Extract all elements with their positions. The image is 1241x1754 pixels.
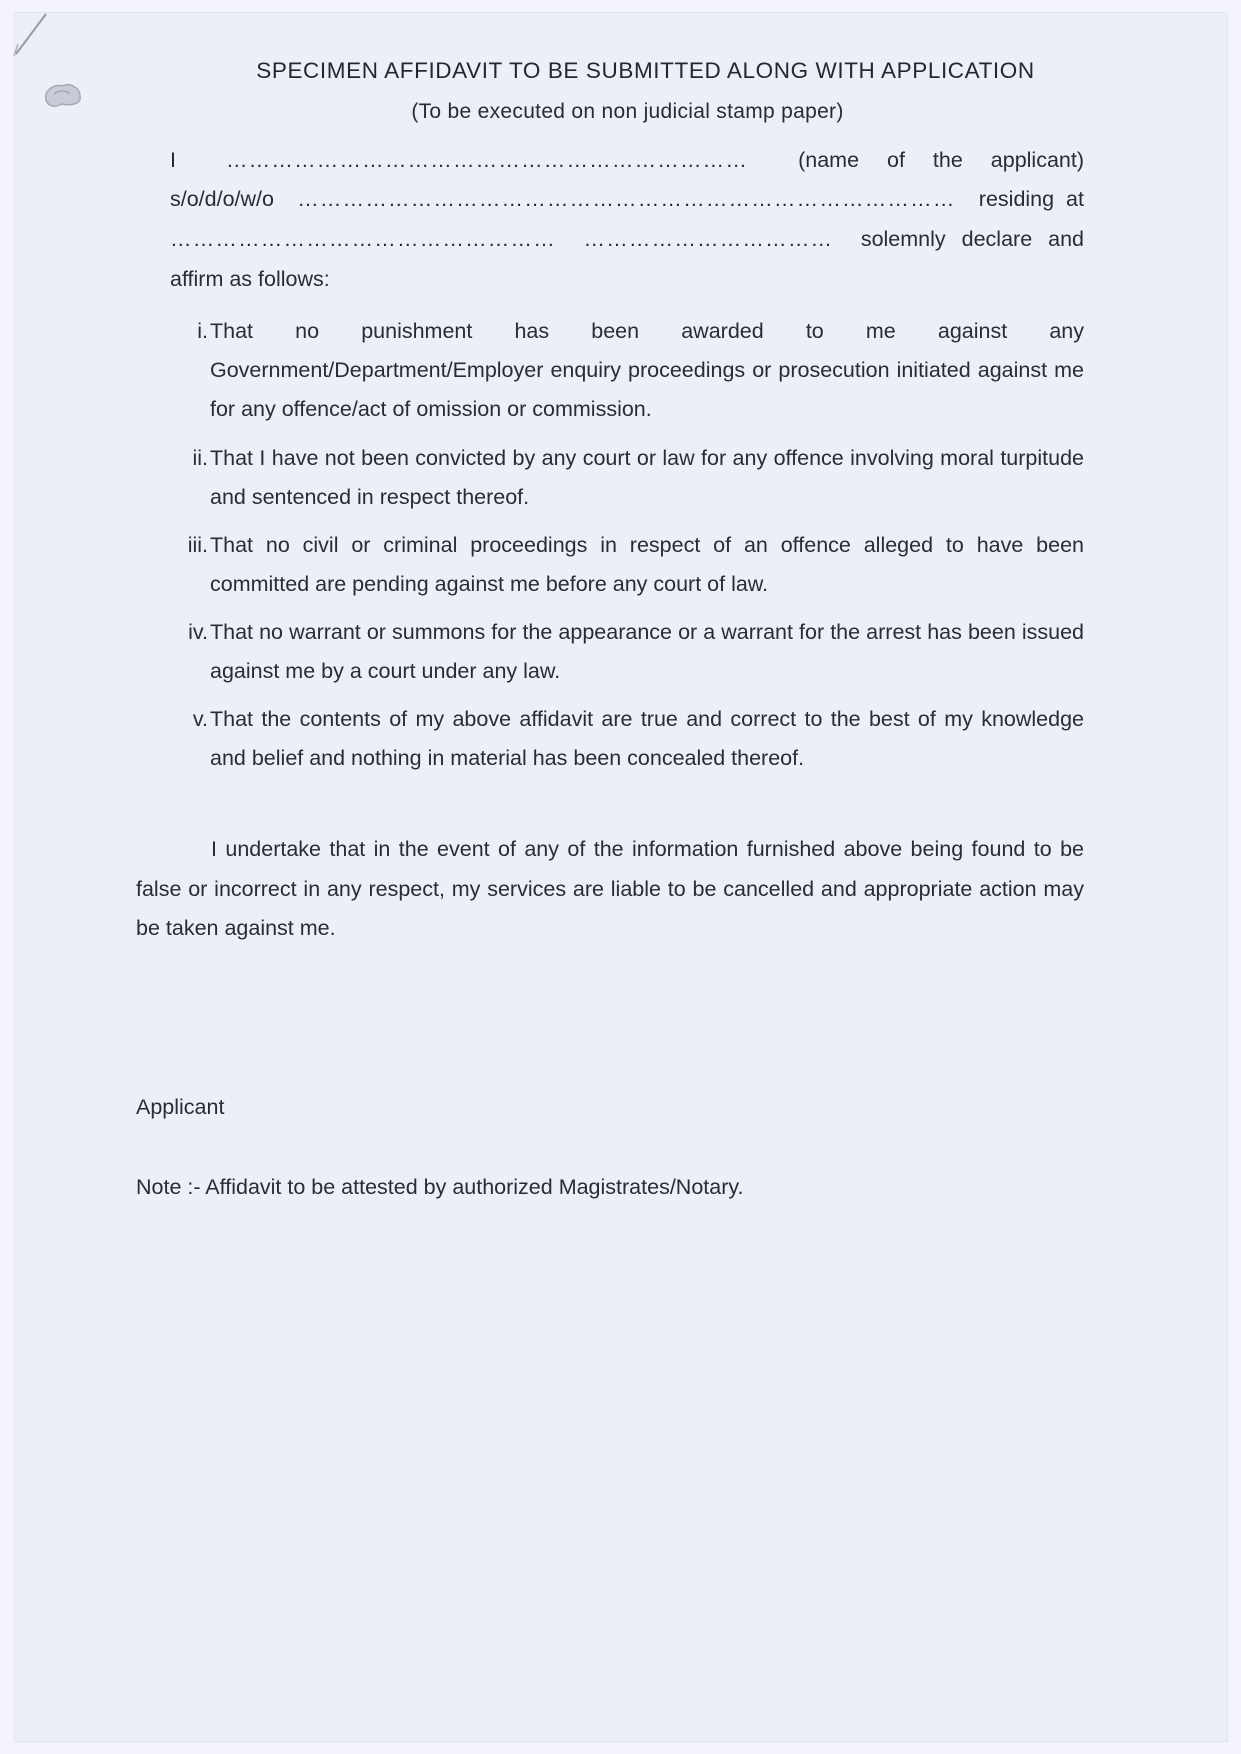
item-number: v.	[192, 707, 208, 731]
item-number: iii.	[187, 533, 208, 557]
relation-blank: ……………………………………………………………………………	[297, 187, 956, 211]
address-blank-1: ……………………………………………	[170, 227, 556, 251]
item-number: i.	[197, 319, 208, 343]
list-item	[170, 439, 1084, 517]
declaration-line-name	[170, 147, 1084, 173]
residing-at-label: residing at	[978, 187, 1084, 211]
declaration-line-relation	[170, 186, 1084, 212]
item-text: That no punishment has been awarded to me against any Government/Department/Employer enquiry proceedings or prosecution initiated against me for any offence/act of omission or commission.	[210, 319, 1084, 421]
declaration-line-address	[170, 226, 1084, 252]
solemnly-declare-label: solemnly declare and	[860, 227, 1084, 251]
item-number: ii.	[192, 446, 208, 470]
name-blank: ……………………………………………………………	[225, 148, 749, 172]
list-item	[170, 312, 1084, 429]
item-text: That I have not been convicted by any court or law for any offence involving moral turpitude and sentenced in respect thereof.	[210, 446, 1084, 509]
declaration-pronoun: I	[170, 148, 176, 172]
relation-label: s/o/d/o/w/o	[170, 187, 274, 211]
declaration-line-affirm: affirm as follows:	[170, 267, 330, 291]
item-text: That no warrant or summons for the appearance or a warrant for the arrest has been issued against me by a court under any law.	[210, 620, 1084, 683]
folded-corner-mark	[10, 8, 50, 58]
document-subtitle: (To be executed on non judicial stamp paper)	[411, 100, 844, 123]
attestation-note: Note :- Affidavit to be attested by authorized Magistrates/Notary.	[136, 1175, 744, 1199]
name-of-applicant-label: (name of the applicant)	[798, 148, 1084, 172]
list-item	[170, 526, 1084, 604]
item-number: iv.	[188, 620, 208, 644]
list-item	[170, 613, 1084, 691]
undertaking-paragraph: I undertake that in the event of any of the information furnished above being found to be false or incorrect in any respect, my services are liable to be cancelled and appropriate action may be taken against me.	[136, 837, 1084, 940]
applicant-signature-label: Applicant	[136, 1095, 225, 1119]
address-blank-2: ……………………………	[583, 227, 834, 251]
item-text: That no civil or criminal proceedings in respect of an offence alleged to have been committed are pending against me before any court of law.	[210, 533, 1084, 596]
list-item	[170, 700, 1084, 778]
item-text: That the contents of my above affidavit are true and correct to the best of my knowledge and belief and nothing in material has been concealed thereof.	[210, 707, 1084, 770]
document-title: SPECIMEN AFFIDAVIT TO BE SUBMITTED ALONG WITH APPLICATION	[256, 58, 1035, 83]
